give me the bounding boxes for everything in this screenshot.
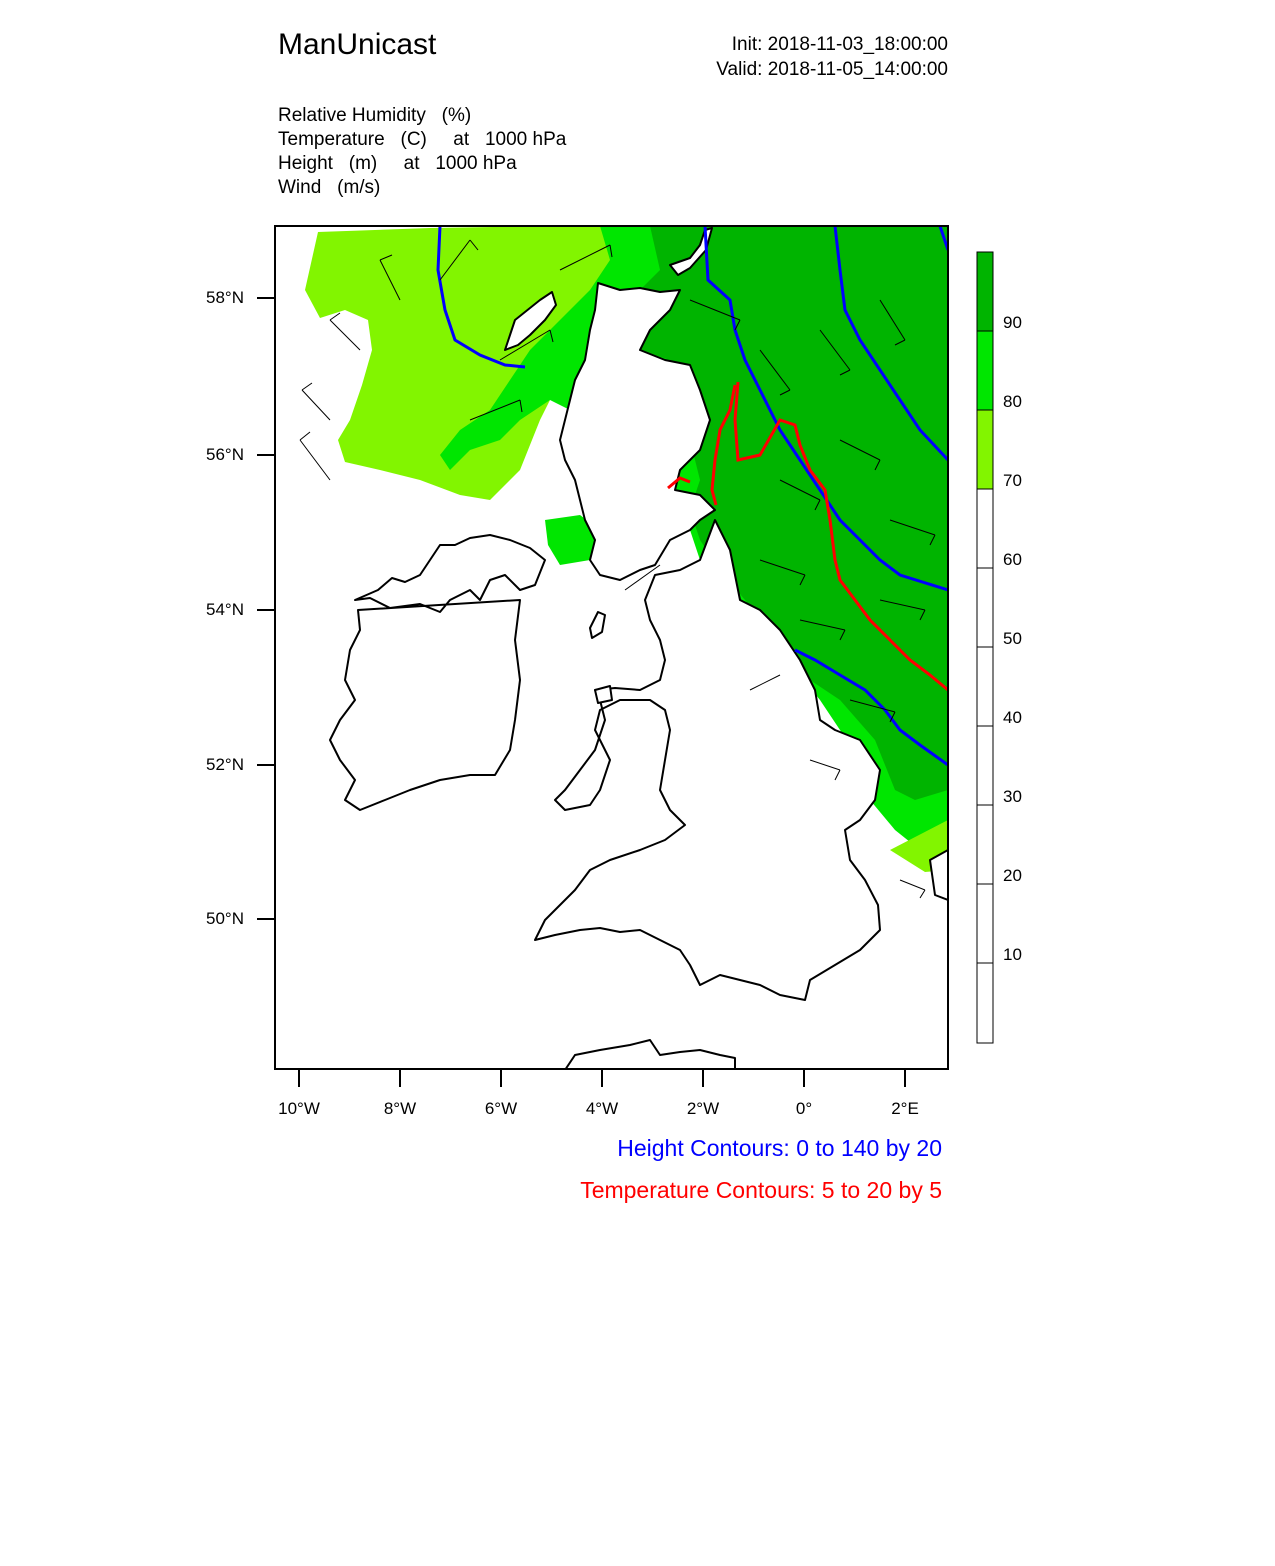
continent-east xyxy=(930,850,948,900)
field-height: Height (m) at 1000 hPa xyxy=(278,153,517,174)
colorbar-label: 80 xyxy=(1003,392,1022,411)
lat-tick-label: 58°N xyxy=(206,288,244,307)
ireland-landmass xyxy=(330,535,545,810)
field-wind: Wind (m/s) xyxy=(278,177,381,198)
colorbar-box-70-80 xyxy=(977,410,993,489)
wind-barb xyxy=(302,383,330,420)
colorbar-label: 20 xyxy=(1003,866,1022,885)
temperature-contour-note: Temperature Contours: 5 to 20 by 5 xyxy=(580,1177,942,1203)
lon-tick-marks xyxy=(299,1069,905,1087)
chart-title: ManUnicast xyxy=(278,28,437,61)
height-contour-note: Height Contours: 0 to 140 by 20 xyxy=(617,1135,942,1161)
colorbar-box-above-90 xyxy=(977,252,993,331)
lon-tick-label: 2°E xyxy=(891,1099,919,1118)
colorbar-label: 40 xyxy=(1003,708,1022,727)
lat-tick-marks xyxy=(257,298,275,919)
init-time: Init: 2018-11-03_18:00:00 xyxy=(731,34,948,55)
colorbar-box-80-90 xyxy=(977,331,993,410)
colorbar-label: 90 xyxy=(1003,313,1022,332)
colorbar-label: 10 xyxy=(1003,945,1022,964)
colorbar-label: 30 xyxy=(1003,787,1022,806)
lon-tick-label: 10°W xyxy=(278,1099,320,1118)
lon-tick-label: 0° xyxy=(795,1099,813,1118)
lat-tick-label: 52°N xyxy=(206,755,244,774)
lon-tick-label: 2°W xyxy=(686,1099,720,1118)
anglesey xyxy=(595,686,612,703)
lon-tick-label: 8°W xyxy=(383,1099,417,1118)
field-temperature: Temperature (C) at 1000 hPa xyxy=(278,129,567,150)
colorbar-box-below-70 xyxy=(977,489,993,1043)
france-coast xyxy=(565,1040,735,1070)
lat-tick-label: 50°N xyxy=(206,909,244,928)
colorbar-label: 70 xyxy=(1003,471,1022,490)
colorbar-label: 60 xyxy=(1003,550,1022,569)
lat-tick-label: 56°N xyxy=(206,445,244,464)
isle-of-man xyxy=(590,612,605,638)
lat-tick-label: 54°N xyxy=(206,600,244,619)
lon-tick-label: 4°W xyxy=(585,1099,619,1118)
field-relative-humidity: Relative Humidity (%) xyxy=(278,105,472,126)
wind-barb xyxy=(900,880,925,898)
wind-barb xyxy=(300,432,330,480)
wind-barb xyxy=(330,313,360,350)
colorbar-label: 50 xyxy=(1003,629,1022,648)
valid-time: Valid: 2018-11-05_14:00:00 xyxy=(716,59,948,80)
colorbar xyxy=(977,252,993,1043)
lon-tick-label: 6°W xyxy=(484,1099,518,1118)
